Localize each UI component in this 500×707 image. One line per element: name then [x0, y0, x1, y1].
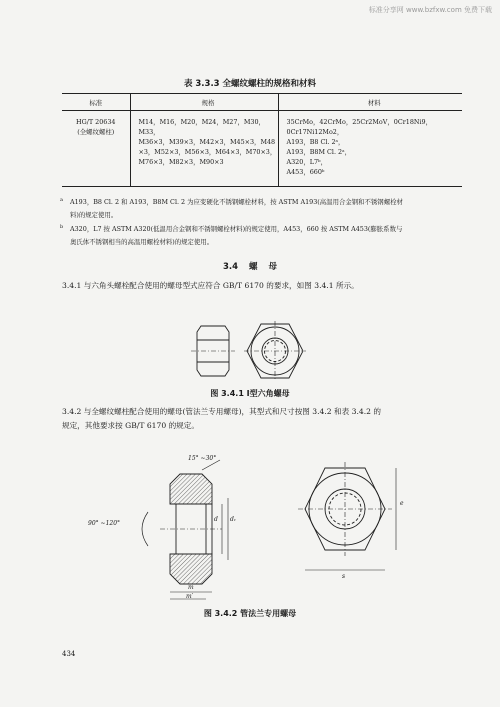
spec-line: M76×3，M82×3，M90×3: [138, 158, 224, 166]
height-m-label: m: [188, 584, 194, 591]
chamfer-angle-label: 15° ~30°: [188, 455, 217, 462]
note-line: 奥氏体不锈钢相当的高温用螺栓材料)的规定使用。: [70, 238, 214, 246]
spec-line: M36×3，M39×3，M42×3，M45×3，M48: [138, 138, 276, 146]
header-standard: 标准: [62, 94, 130, 111]
spec-table: [62, 93, 462, 187]
material-line: A320，L7ᵇ，: [286, 158, 327, 166]
countersink-angle-label: 90° ~120°: [88, 520, 121, 527]
washer-face-label: dᵥ: [230, 516, 237, 523]
height-mprime-label: m′: [186, 593, 194, 600]
material-line: 0Cr17Ni12Mo2，: [286, 128, 344, 136]
header-spec: 规格: [130, 94, 278, 111]
table-header-row: [62, 94, 462, 111]
standard-line: (全螺纹螺柱): [77, 128, 115, 136]
cell-standard: [62, 111, 130, 187]
material-line: A193，B8M Cl. 2ᵃ，: [286, 148, 351, 156]
table-title: 表 3.3.3 全螺纹螺柱的规格和材料: [183, 79, 317, 89]
nut-figure-3-4-1: [195, 318, 305, 384]
note-line: A193，B8 Cl. 2 和 A193，B8M Cl. 2 为应变硬化不锈钢螺栓材料，按 ASTM A193(高温用合金钢和不锈钢螺栓材: [70, 198, 403, 206]
standard-line: HG/T 20634: [76, 118, 116, 126]
thread-diameter-label: d: [214, 516, 218, 523]
material-line: A453，660ᵇ: [286, 168, 325, 176]
paragraph-line: 规定，其他要求按 GB/T 6170 的规定。: [62, 421, 199, 430]
width-across-corners-label: e: [400, 500, 404, 507]
paragraph-line: 3.4.2 与全螺纹螺柱配合使用的螺母(管法兰专用螺母)，其型式和尺寸按图 3.4.2 和表 3.4.2 的: [62, 407, 381, 416]
nut-figure-3-4-2: [90, 452, 420, 602]
note-marker: a: [60, 197, 63, 203]
figure-caption-3-4-1: 图 3.4.1 I型六角螺母: [210, 389, 290, 398]
width-across-flats-label: s: [342, 573, 346, 580]
watermark: 标准分享网 www.bzfxw.com 免费下载: [368, 6, 492, 14]
material-line: A193，B8 Cl. 2ᵃ，: [286, 138, 345, 146]
material-line: 35CrMo，42CrMo，25Cr2MoV，0Cr18Ni9，: [286, 118, 432, 126]
table-note-b: [62, 223, 466, 249]
table-row: [62, 111, 462, 187]
paragraph-3-4-1: 3.4.1 与六角头螺栓配合使用的螺母型式应符合 GB/T 6170 的要求，如图 3.4.1 所示。: [62, 281, 359, 290]
table-note-a: [62, 196, 466, 222]
spec-line: M14，M16，M20，M24，M27，M30，M33，: [138, 118, 265, 136]
cell-material: [278, 111, 462, 187]
paragraph-3-4-2: [62, 405, 472, 433]
note-line: A320，L7 按 ASTM A320(低温用合金钢和不锈钢螺栓材料)的规定使用，A453，660 按 ASTM A453(膨胀系数与: [70, 225, 403, 233]
page-number: 434: [62, 650, 76, 658]
cell-spec: [130, 111, 278, 187]
figure-caption-3-4-2: 图 3.4.2 管法兰专用螺母: [203, 609, 297, 618]
header-material: 材料: [278, 94, 462, 111]
note-marker: b: [60, 224, 64, 230]
section-title: 3.4 螺 母: [223, 262, 277, 272]
note-line: 料)的规定使用。: [70, 211, 118, 219]
spec-line: ×3，M52×3，M56×3，M64×3，M70×3，: [138, 148, 277, 156]
